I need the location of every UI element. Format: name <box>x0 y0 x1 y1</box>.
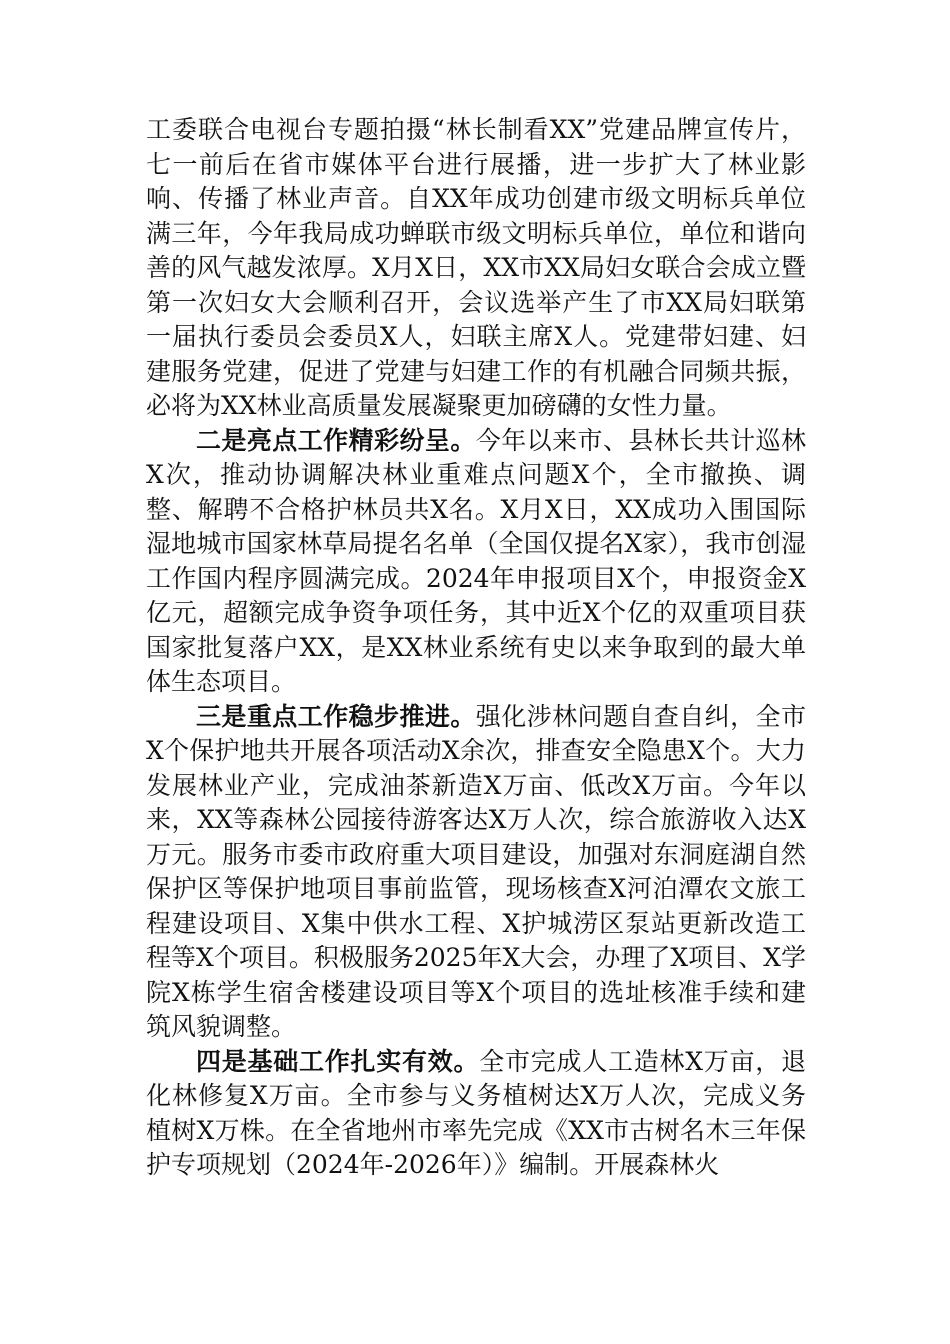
paragraph-text: 今年以来市、县林长共计巡林X次，推动协调解决林业重难点问题X个，全市撤换、调整、解聘不合格护林员共X名。X月X日，XX成功入围国际湿地城市国家林草局提名名单（全国仅提名X家），我市创湿工作国内程序圆满完成。2024年申报项目X个，申报资金X亿元，超额完成争资争项任务，其中近X个亿的双重项目获国家批复落户XX，是XX林业系统有史以来争取到的最大单体生态项目。 <box>146 425 806 696</box>
paragraph-3 <box>146 700 806 1045</box>
paragraph-4 <box>146 1045 806 1183</box>
paragraph-1 <box>146 113 806 424</box>
paragraph-lead: 四是基础工作扎实有效。 <box>196 1046 480 1076</box>
paragraph-text: 工委联合电视台专题拍摄“林长制看XX”党建品牌宣传片，七一前后在省市媒体平台进行展播，进一步扩大了林业影响、传播了林业声音。自XX年成功创建市级文明标兵单位满三年，今年我局成功蝉联市级文明标兵单位，单位和谐向善的风气越发浓厚。X月X日，XX市XX局妇女联合会成立暨第一次妇女大会顺利召开，会议选举产生了市XX局妇联第一届执行委员会委员X人，妇联主席X人。党建带妇建、妇建服务党建，促进了党建与妇建工作的有机融合同频共振，必将为XX林业高质量发展凝聚更加磅礴的女性力量。 <box>146 115 806 420</box>
document-page <box>146 113 806 1183</box>
paragraph-text: 全市完成人工造林X万亩，退化林修复X万亩。全市参与义务植树达X万人次，完成义务植树X万株。在全省地州市率先完成《XX市古树名木三年保护专项规划（2024年-2026年）》编制。开展森林火 <box>146 1046 806 1179</box>
paragraph-text: 强化涉林问题自查自纠，全市X个保护地共开展各项活动X余次，排查安全隐患X个。大力发展林业产业，完成油茶新造X万亩、低改X万亩。今年以来，XX等森林公园接待游客达X万人次，综合旅游收入达X万元。服务市委市政府重大项目建设，加强对东洞庭湖自然保护区等保护地项目事前监管，现场核查X河泊潭农文旅工程建设项目、X集中供水工程、X护城涝区泵站更新改造工程等X个项目。积极服务2025年X大会，办理了X项目、X学院X栋学生宿舍楼建设项目等X个项目的选址核准手续和建筑风貌调整。 <box>146 701 806 1041</box>
paragraph-lead: 二是亮点工作精彩纷呈。 <box>196 425 476 455</box>
paragraph-2 <box>146 424 806 700</box>
paragraph-lead: 三是重点工作稳步推进。 <box>196 701 476 731</box>
